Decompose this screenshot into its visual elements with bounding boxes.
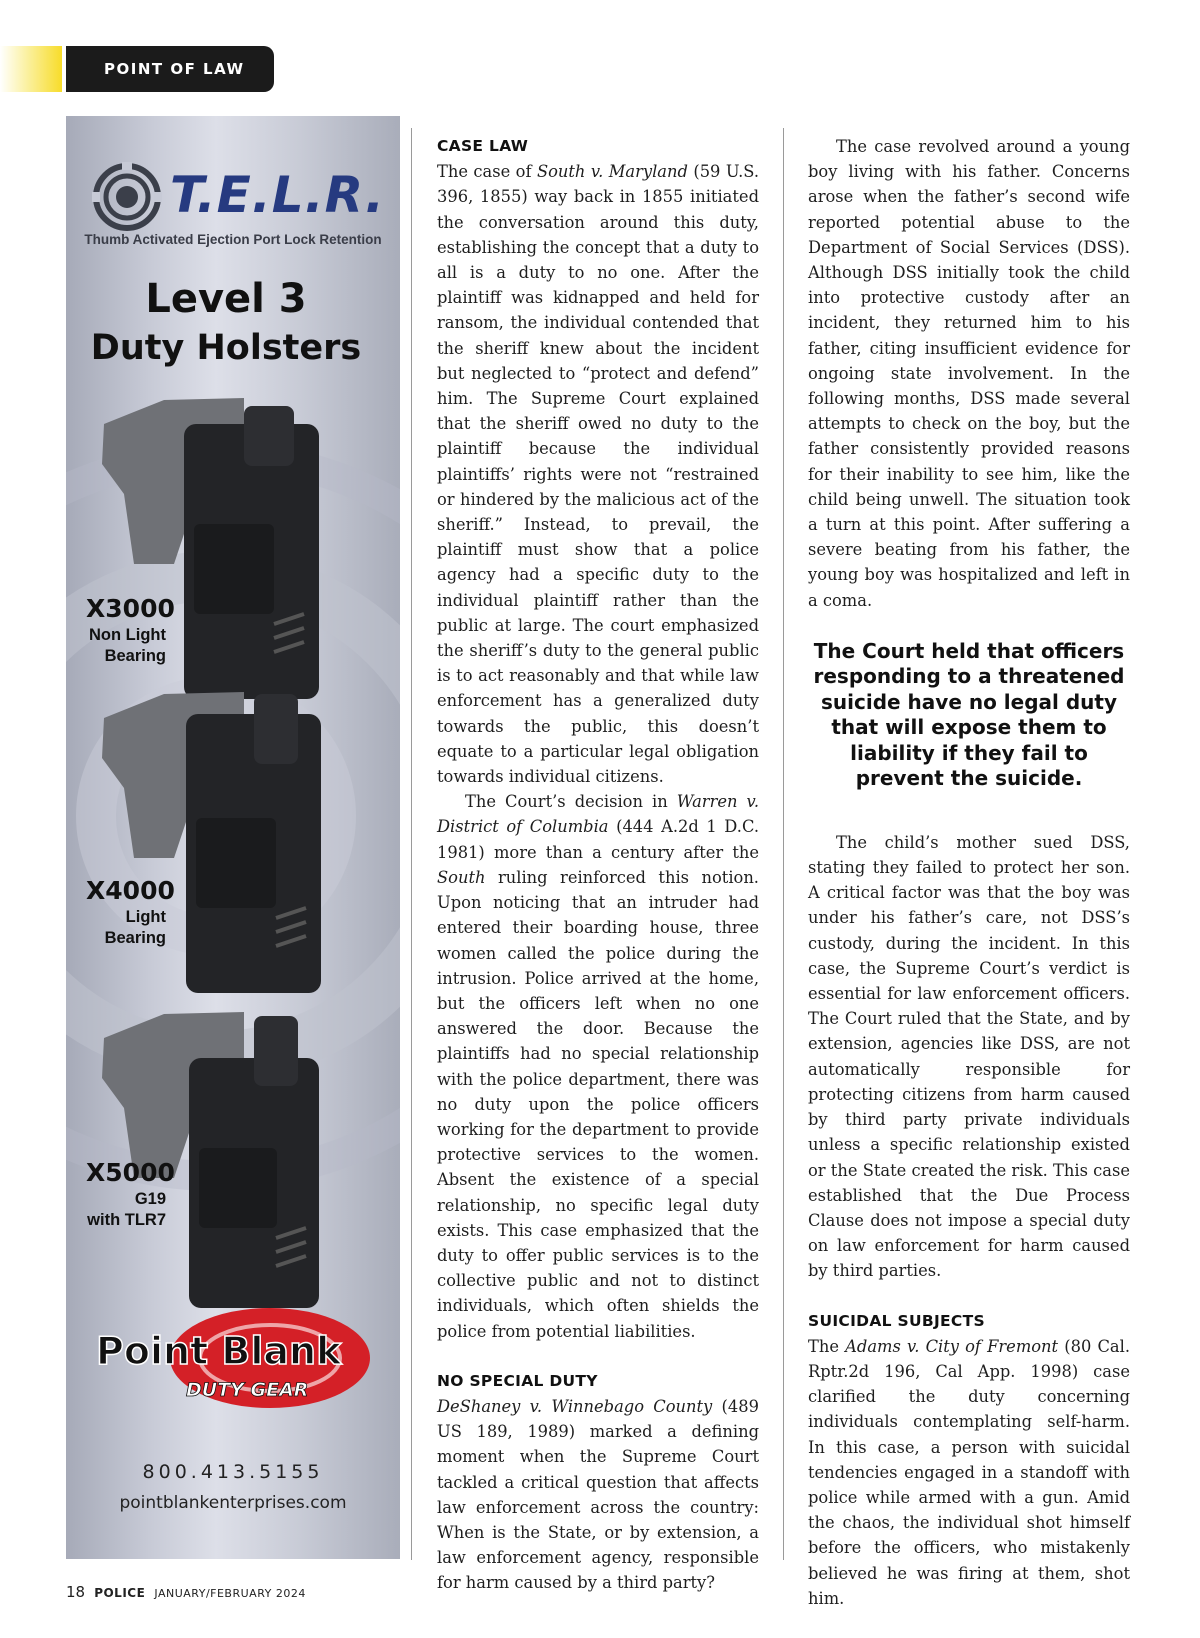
paragraph-deshaney: DeShaney v. Winnebago County (489 US 189, 1989) marked a defining moment when the Supreme Court tackled a critical question that affects law enforcement across the country: When is the State, or by extension, a law enforcement agency, responsible for harm caused by a third party? bbox=[437, 1396, 759, 1593]
product-desc-1a: Non Light bbox=[89, 626, 166, 644]
issue-date: JANUARY/FEBRUARY 2024 bbox=[154, 1587, 306, 1600]
case-name: Warren v. District of Columbia bbox=[437, 792, 759, 837]
product-model-2: X4000 bbox=[86, 876, 175, 905]
section-label: POINT OF LAW bbox=[66, 46, 274, 92]
product-model-1: X3000 bbox=[86, 594, 175, 623]
publication-name: POLICE bbox=[94, 1586, 146, 1600]
telr-logo bbox=[92, 162, 386, 232]
paragraph-deshaney-facts: The case revolved around a young boy living with his father. Concerns arose when the father’s second wife reported potential abuse to the Department of Social Services (DSS). Although DSS initially took the child into protective custody after an incident, they returned him to his father, citing insufficient evidence for ongoing state involvement. In the following months, DSS made several attempts to check on the boy, but the father consistently provided reasons for their inability to see him, like the child being unwell. The situation took a turn at this point. After suffering a severe beating from his father, the young boy was hospitalized and left in a coma. bbox=[808, 137, 1130, 610]
ad-phone[interactable]: 800.413.5155 bbox=[142, 1461, 324, 1483]
telr-brand: T.E.L.R. bbox=[170, 166, 386, 224]
logo-word-1: Point Blank bbox=[96, 1329, 342, 1373]
ad-title-line2: Duty Holsters bbox=[90, 328, 362, 368]
case-name: South bbox=[437, 867, 486, 887]
column-rule-middle bbox=[783, 128, 784, 1560]
point-blank-logo bbox=[90, 1300, 380, 1420]
heading-suicidal-subjects: SUICIDAL SUBJECTS bbox=[808, 1311, 985, 1330]
product-desc-2a: Light bbox=[125, 908, 166, 926]
case-name: DeShaney v. Winnebago County bbox=[437, 1396, 713, 1416]
paragraph-adams: The Adams v. City of Fremont (80 Cal. Rptr.2d 196, Cal App. 1998) case clarified the duty concerning individuals contemplating self-harm. In this case, a person with suicidal tendencies engaged in a standoff with police while armed with a gun. Amid the chaos, the individual shot himself before the officers, who mistakenly believed he was firing at them, shot him. bbox=[808, 1336, 1131, 1608]
paragraph-warren: The Court’s decision in Warren v. District of Columbia (444 A.2d 1 D.C. 1981) more than a century after the South ruling reinforced this notion. Upon noticing that an intruder had entered their boarding house, three women called the police during the intrusion. Police arrived at the home, but the officers left when no one answered the door. Because the plaintiffs had no special relationship with the police department, there was no duty upon the police officers working for the department to provide protective services to the women. Absent the existence of a special relationship, no specific legal duty exists. This case emphasized that the duty to offer public services is to the collective public and not to distinct individuals, which often shields the police from potential liabilities. bbox=[437, 792, 760, 1341]
paragraph-deshaney-ruling: The child’s mother sued DSS, stating they failed to protect her son. A critical factor was that the boy was under his father’s care, not DSS’s custody, during the incident. In this case, the Supreme Court’s verdict is essential for law enforcement officers. The Court ruled that the State, and by extension, agencies like DSS, are not automatically responsible for protecting citizens from harm caused by third party private individuals unless a specific relationship existed or the State created the risk. This case established that the Due Process Clause does not impose a special duty on law enforcement for harm caused by third parties. bbox=[808, 832, 1130, 1281]
pull-quote: The Court held that officers responding to a threatened suicide have no legal duty that will expose them to liability if they fail to prevent the suicide. bbox=[813, 638, 1125, 791]
telr-tagline: Thumb Activated Ejection Port Lock Retention bbox=[84, 232, 382, 247]
paragraph-south-v-maryland: The case of South v. Maryland (59 U.S. 396, 1855) way back in 1855 initiated the conversation around this duty, establishing the concept that a duty to all is a duty to no one. After the plaintiff was kidnapped and held for ransom, the individual contended that the sheriff knew about the incident but neglected to “protect and defend” him. The Supreme Court explained that the sheriff owed no duty to the plaintiff because the individual plaintiffs’ rights were not “restrained or hindered by the malicious act of the sheriff.” Instead, to prevail, the plaintiff must show that a police agency had a specific duty to the individual plaintiff rather than the public at large. The court emphasized the sheriff’s duty to the general public is to act reasonably and that while law enforcement has a generalized duty towards the public, this doesn’t equate to a particular legal obligation towards individual citizens. bbox=[437, 162, 759, 787]
header-accent-bar bbox=[0, 46, 62, 92]
product-desc-2b: Bearing bbox=[104, 929, 166, 947]
ad-title-line1: Level 3 bbox=[145, 276, 307, 322]
ad-website[interactable]: pointblankenterprises.com bbox=[119, 1493, 347, 1513]
heading-case-law: CASE LAW bbox=[437, 137, 529, 155]
logo-word-2: DUTY GEAR bbox=[186, 1379, 309, 1401]
article-column-2 bbox=[808, 134, 1130, 1611]
product-desc-3a: G19 bbox=[134, 1190, 166, 1208]
column-rule-left bbox=[411, 128, 412, 1560]
product-model-3: X5000 bbox=[86, 1158, 175, 1187]
product-desc-3b: with TLR7 bbox=[87, 1211, 166, 1229]
page-number: 18 bbox=[66, 1583, 86, 1601]
telr-target-icon bbox=[92, 162, 162, 232]
advertisement[interactable] bbox=[66, 116, 400, 1559]
case-name: South v. Maryland bbox=[536, 162, 688, 182]
case-name: Adams v. City of Fremont bbox=[845, 1336, 1059, 1356]
article-column-1 bbox=[437, 134, 759, 1596]
heading-no-special-duty: NO SPECIAL DUTY bbox=[437, 1371, 598, 1390]
product-desc-1b: Bearing bbox=[104, 647, 166, 665]
page-footer bbox=[66, 1582, 306, 1601]
